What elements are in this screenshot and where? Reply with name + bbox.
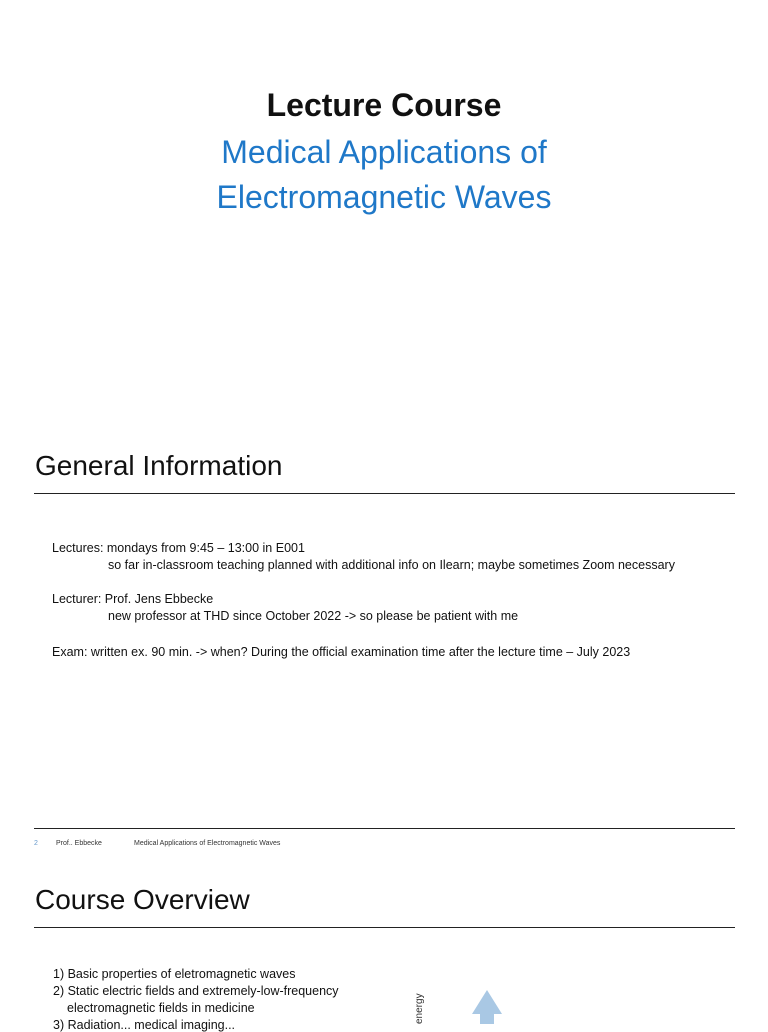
overview-divider <box>34 927 735 928</box>
lecturer-detail-line: new professor at THD since October 2022 -> so please be patient with me <box>108 609 519 623</box>
exam-line: Exam: written ex. 90 min. -> when? During the official examination time after the lecture time – July 2023 <box>52 645 631 659</box>
course-subtitle-line1: Medical Applications of <box>221 134 547 170</box>
course-subtitle-line2: Electromagnetic Waves <box>216 179 552 215</box>
heading-divider <box>34 493 735 494</box>
footer-page-number: 2 <box>34 840 38 847</box>
energy-up-arrow-icon <box>470 988 504 1024</box>
lectures-line: Lectures: mondays from 9:45 – 13:00 in E001 <box>52 541 305 555</box>
general-information-heading: General Information <box>35 450 283 481</box>
course-item-3: 3) Radiation... medical imaging... <box>53 1018 236 1032</box>
lecture-course-title: Lecture Course <box>266 87 502 123</box>
footer-divider <box>34 828 735 829</box>
lecturer-line: Lecturer: Prof. Jens Ebbecke <box>52 592 214 606</box>
footer-author: Prof.. Ebbecke <box>56 840 102 847</box>
lectures-detail-line: so far in-classroom teaching planned with additional info on Ilearn; maybe sometimes Zoom necessary <box>108 558 675 572</box>
energy-axis-label: energy <box>414 993 425 1024</box>
course-item-1: 1) Basic properties of eletromagnetic waves <box>53 967 296 981</box>
course-item-2: 2) Static electric fields and extremely-low-frequency <box>53 984 339 998</box>
course-overview-heading: Course Overview <box>35 884 250 915</box>
footer-course-title: Medical Applications of Electromagnetic Waves <box>134 840 281 847</box>
course-item-2-cont: electromagnetic fields in medicine <box>67 1001 255 1015</box>
